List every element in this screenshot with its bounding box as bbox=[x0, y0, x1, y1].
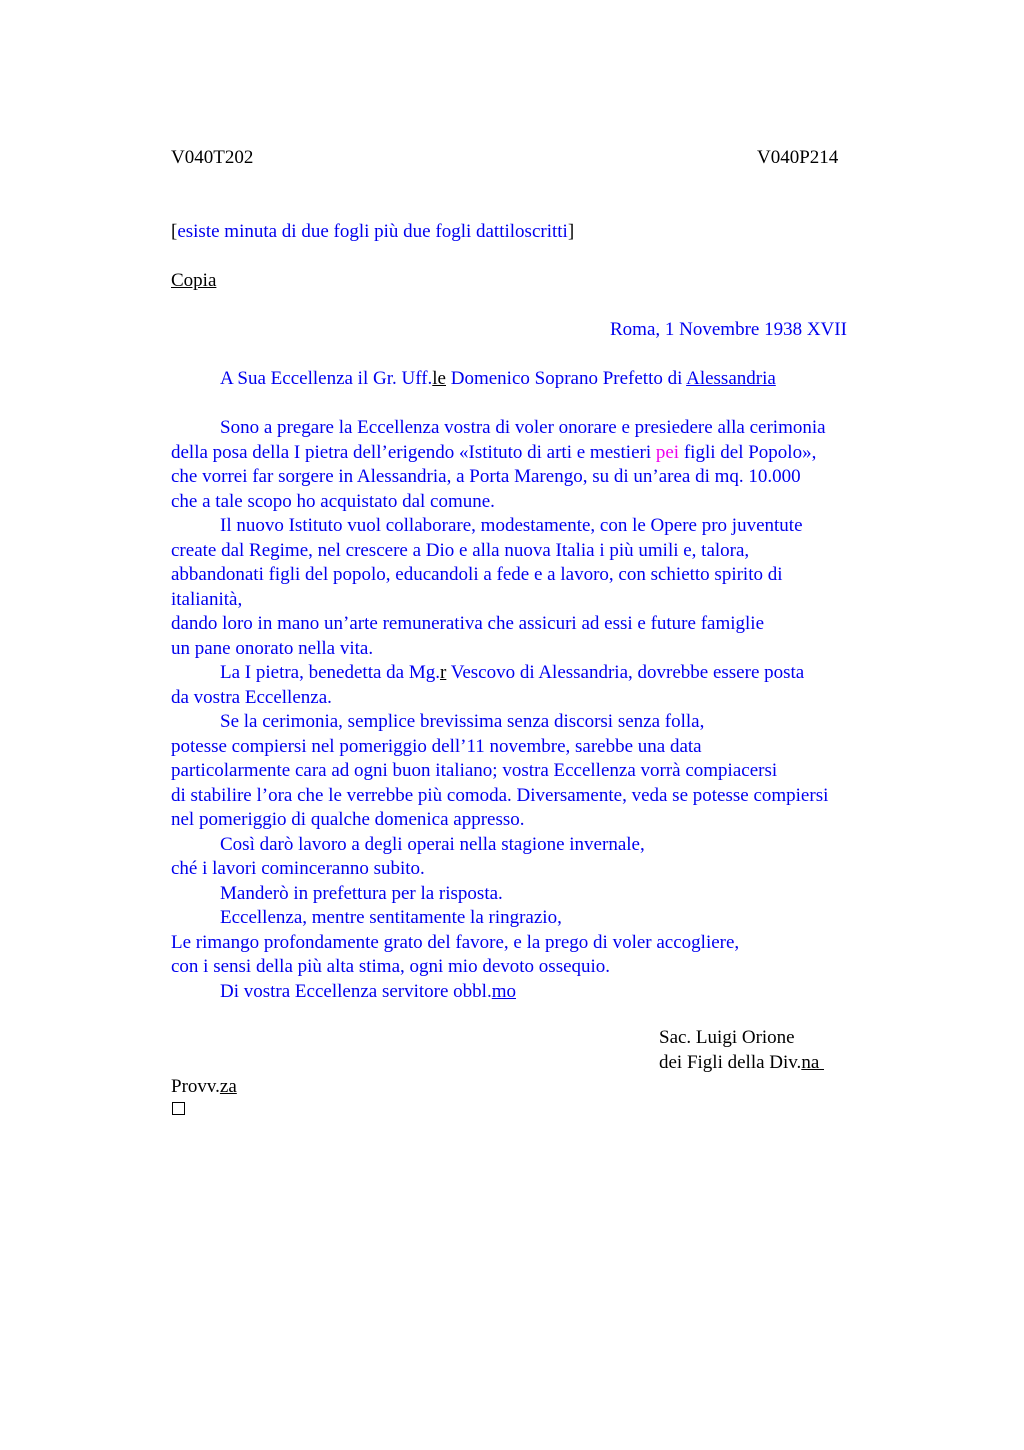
body-line: Così darò lavoro a degli operai nella stagione invernale, bbox=[220, 833, 645, 855]
note-text: esiste minuta di due fogli più due fogli dattiloscritti bbox=[177, 221, 568, 242]
address-pre: A Sua Eccellenza il Gr. Uff. bbox=[220, 368, 433, 389]
body-line: Manderò in prefettura per la risposta. bbox=[220, 882, 503, 904]
body-line: Eccellenza, mentre sentitamente la ringrazio, bbox=[220, 907, 562, 928]
body-line: Se la cerimonia, semplice brevissima senza discorsi senza folla, bbox=[220, 711, 705, 732]
signature-order-text: dei Figli della Div. bbox=[659, 1051, 802, 1073]
body-line: Sono a pregare la Eccellenza vostra di voler onorare e presiedere alla cerimonia bbox=[220, 417, 826, 438]
signature-block bbox=[659, 1026, 824, 1075]
body-line: potesse compiersi nel pomeriggio dell’11 novembre, sarebbe una data bbox=[171, 735, 702, 757]
body-line: Le rimango profondamente grato del favore, e la prego di voler accogliere, bbox=[171, 931, 740, 953]
signature-order bbox=[659, 1051, 824, 1076]
body-line: abbandonati figli del popolo, educandoli a fede e a lavoro, con schietto spirito di bbox=[171, 564, 783, 585]
footer-text: Provv. bbox=[171, 1076, 220, 1097]
copy-label: Copia bbox=[171, 270, 217, 291]
abbrev-sup: mo bbox=[491, 980, 516, 1002]
body-line: che a tale scopo ho acquistato dal comune. bbox=[171, 490, 495, 512]
signature-order-sup: na bbox=[801, 1051, 824, 1073]
footer-note bbox=[171, 1075, 237, 1100]
body-text: della posa della I pietra dell’erigendo «Istituto di arti e mestieri bbox=[171, 441, 656, 463]
body-line: dando loro in mano un’arte remunerativa che assicuri ad essi e future famiglie bbox=[171, 613, 764, 634]
body-line: nel pomeriggio di qualche domenica appresso. bbox=[171, 809, 525, 830]
body-line: Il nuovo Istituto vuol collaborare, modestamente, con le Opere pro juventute bbox=[220, 515, 803, 536]
body-line bbox=[171, 980, 828, 1005]
checkbox-square-icon bbox=[172, 1102, 185, 1115]
abbrev-sup: r bbox=[439, 662, 447, 683]
body-line: di stabilire l’ora che le verrebbe più comoda. Diversamente, veda se potesse compiersi bbox=[171, 784, 829, 806]
body-line: con i sensi della più alta stima, ogni mio devoto ossequio. bbox=[171, 956, 611, 977]
address-mid: Domenico Soprano Prefetto di bbox=[446, 368, 687, 389]
editorial-note bbox=[171, 220, 574, 245]
note-bracket-close: ] bbox=[567, 221, 575, 242]
document-code-left: V040T202 bbox=[171, 147, 254, 168]
footer-sup: za bbox=[219, 1076, 237, 1097]
body-line bbox=[171, 441, 828, 466]
letter-body bbox=[171, 416, 828, 1004]
body-text: Vescovo di Alessandria, dovrebbe essere posta bbox=[446, 662, 805, 683]
body-line: italianità, bbox=[171, 588, 243, 610]
note-bracket-open: [ bbox=[171, 221, 178, 242]
body-line: particolarmente cara ad ogni buon italiano; vostra Eccellenza vorrà compiacersi bbox=[171, 760, 778, 781]
signature-name: Sac. Luigi Orione bbox=[659, 1027, 795, 1048]
body-text: Di vostra Eccellenza servitore obbl. bbox=[220, 980, 492, 1002]
body-line: create dal Regime, nel crescere a Dio e alla nuova Italia i più umili e, talora, bbox=[171, 539, 750, 561]
body-text: La I pietra, benedetta da Mg. bbox=[220, 662, 440, 683]
body-text: figli del Popolo», bbox=[679, 441, 817, 463]
address-city: Alessandria bbox=[686, 368, 776, 389]
body-line: che vorrei far sorgere in Alessandria, a Porta Marengo, su di un’area di mq. 10.000 bbox=[171, 466, 801, 487]
highlighted-word: pei bbox=[655, 441, 680, 463]
body-line: da vostra Eccellenza. bbox=[171, 686, 332, 708]
document-code-right: V040P214 bbox=[757, 147, 839, 168]
body-line: un pane onorato nella vita. bbox=[171, 637, 374, 659]
body-line: ché i lavori cominceranno subito. bbox=[171, 858, 425, 879]
address-sup: le bbox=[432, 368, 446, 389]
dateline: Roma, 1 Novembre 1938 XVII bbox=[610, 319, 847, 340]
body-line bbox=[171, 661, 828, 686]
address-line bbox=[171, 367, 776, 392]
